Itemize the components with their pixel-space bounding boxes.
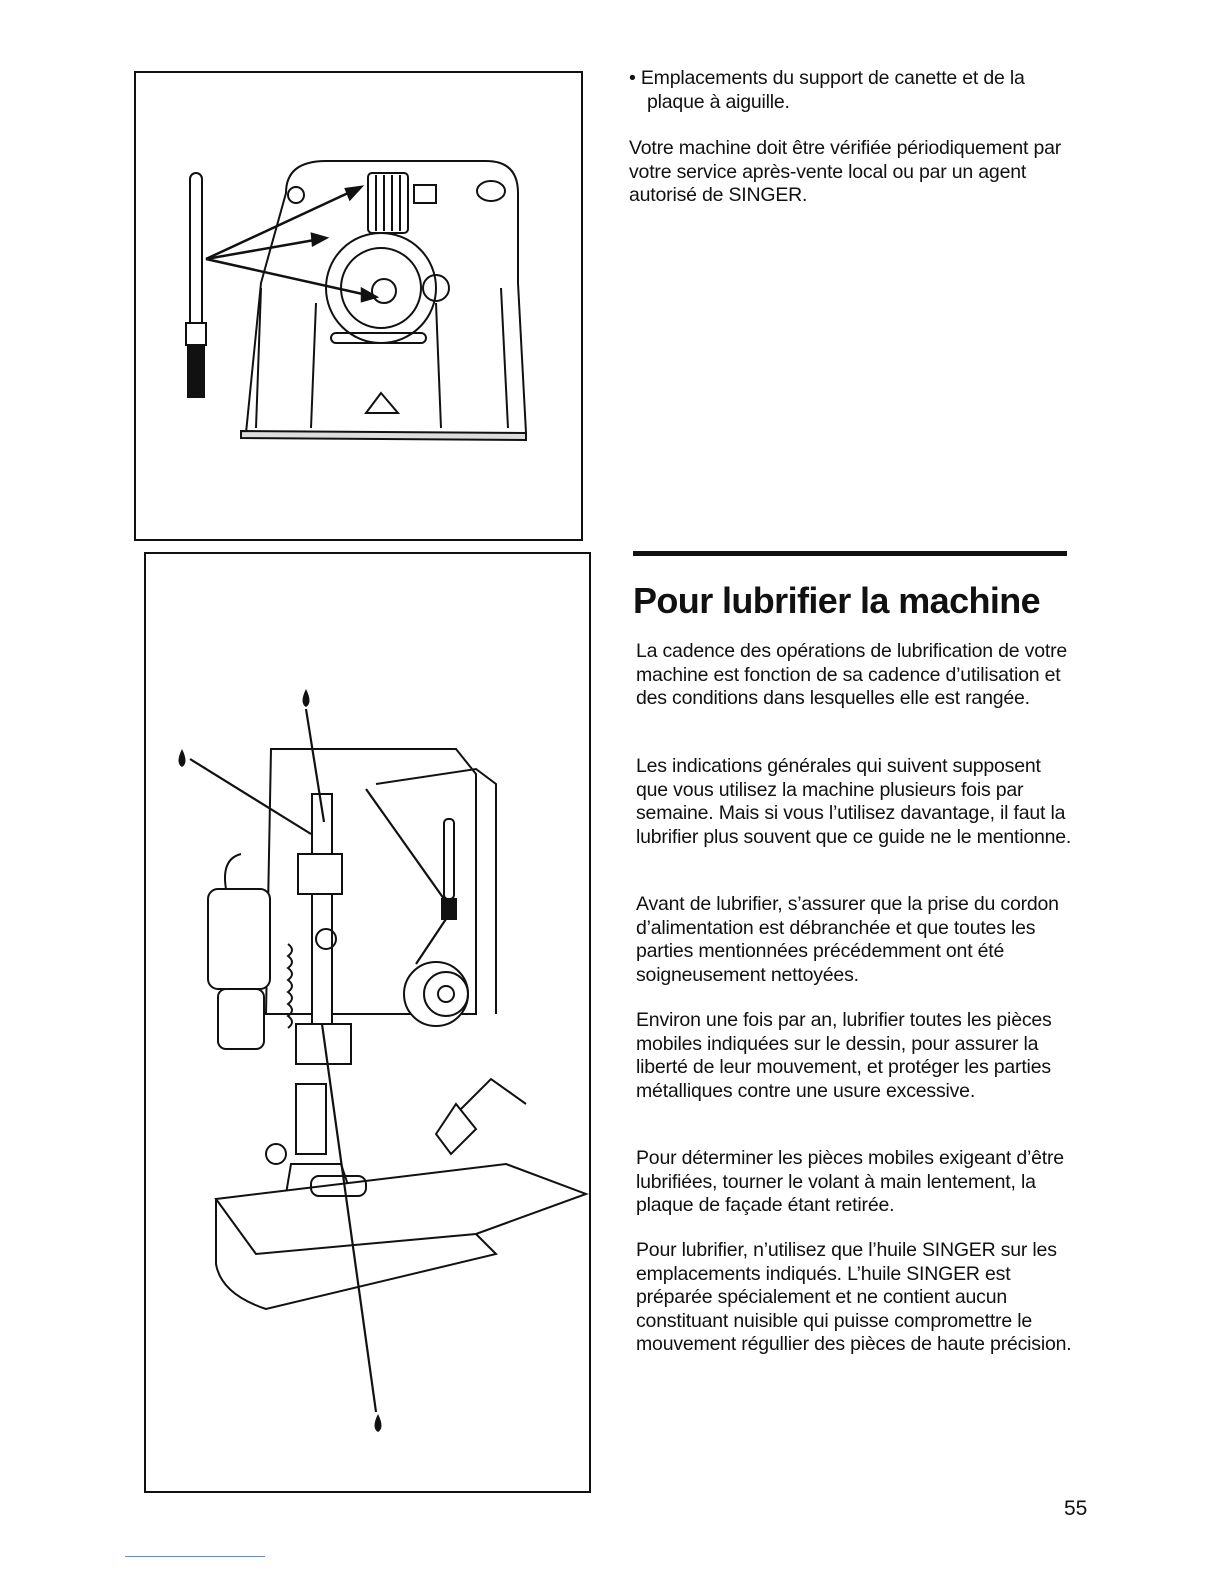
oil-points-icon (146, 554, 593, 1495)
paragraph: Pour lubrifier, n’utilisez que l’huile SINGER sur les emplacements indiqués. L’huile SINGER est préparée spécialement et ne contient aucun constituant nuisible qui puisse compromettre le mouvement régullier des pièces de haute précision. (636, 1239, 1072, 1355)
paragraph: Avant de lubrifier, s’assurer que la prise du cordon d’alimentation est débranchée et que toutes les parties mentionnées précédemment ont été soigneusement nettoyées. (636, 893, 1059, 986)
bobbin-area-illustration (134, 71, 583, 541)
section-heading: Pour lubrifier la machine (633, 580, 1041, 621)
bullet-item: • Emplacements du support de canette et de la plaque à aiguille. (629, 67, 1025, 113)
paragraph: Pour déterminer les pièces mobiles exigeant d’être lubrifiées, tourner le volant à main lentement, la plaque de façade étant retirée. (636, 1147, 1064, 1216)
paragraph: La cadence des opérations de lubrification de votre machine est fonction de sa cadence d’utilisation et des conditions dans lesquelles elle est rangée. (636, 640, 1068, 709)
footer-line (125, 1556, 265, 1557)
oiling-points-illustration (144, 552, 591, 1493)
service-paragraph: Votre machine doit être vérifiée périodiquement par votre service après-vente local ou par un agent autorisé de SINGER. (629, 137, 1062, 206)
paragraph: Les indications générales qui suivent supposent que vous utilisez la machine plusieurs fois par semaine. Mais si vous l’utilisez davantage, il faut la lubrifier plus souvent que ce guide ne le mentionne. (636, 755, 1072, 848)
page-number: 55 (1064, 1497, 1088, 1520)
section-divider (633, 551, 1067, 556)
bobbin-area-cleaning-icon (136, 73, 585, 543)
paragraph: Environ une fois par an, lubrifier toutes les pièces mobiles indiquées sur le dessin, pour assurer la liberté de leur mouvement, et protéger les parties métalliques contre une usure excessive. (636, 1009, 1052, 1102)
